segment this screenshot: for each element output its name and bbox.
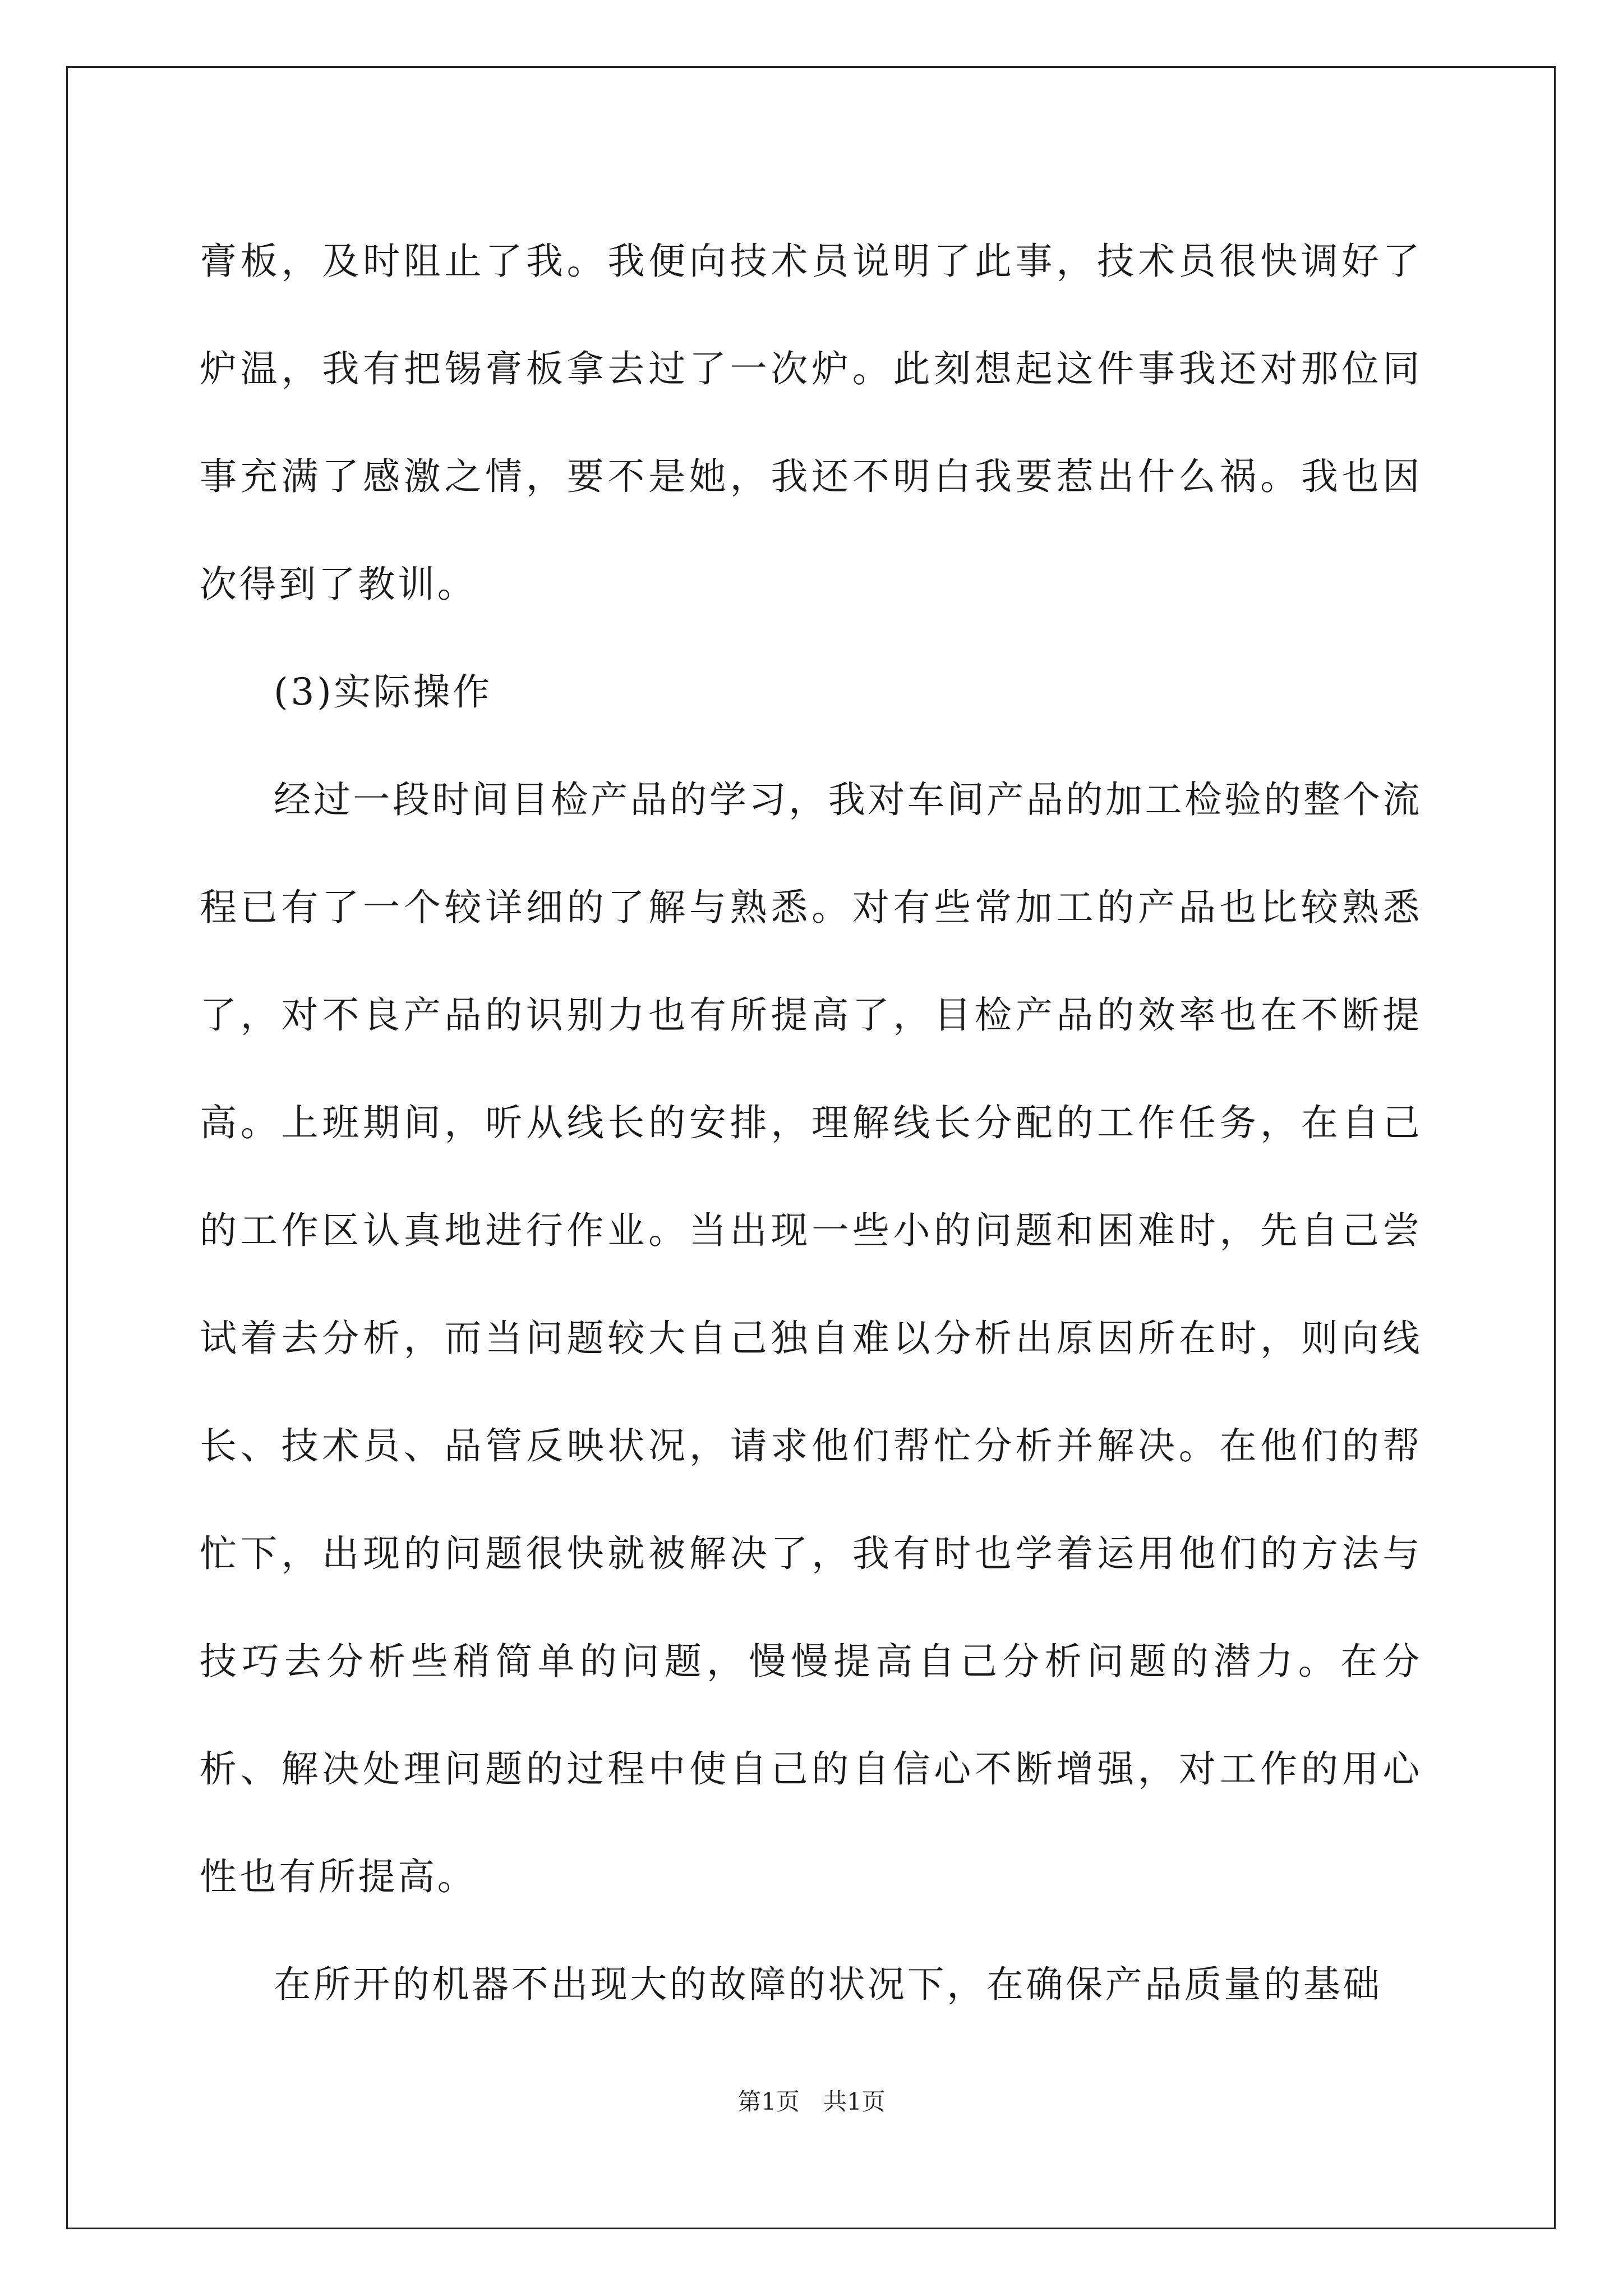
paragraph-3: 在所开的机器不出现大的故障的状况下，在确保产品质量的基础 bbox=[274, 1963, 1382, 2006]
paragraph-1: 膏板，及时阻止了我。我便向技术员说明了此事，技术员很快调好了炉温，我有把锡膏板拿去过了一次炉。此刻想起这件事我还对那位同事充满了感激之情，要不是她，我还不明白我要惹出什么祸。我也因次得到了教训。 bbox=[200, 240, 1422, 606]
document-body bbox=[200, 208, 1422, 2039]
paragraph-2: 经过一段时间目检产品的学习，我对车间产品的加工检验的整个流程已有了一个较详细的了解与熟悉。对有些常加工的产品也比较熟悉了，对不良产品的识别力也有所提高了，目检产品的效率也在不断提高。上班期间，听从线长的安排，理解线长分配的工作任务，在自己的工作区认真地进行作业。当出现一些小的问题和困难时，先自己尝试着去分析，而当问题较大自己独自难以分析出原因所在时，则向线长、技术员、品管反映状况，请求他们帮忙分析并解决。在他们的帮忙下，出现的问题很快就被解决了，我有时也学着运用他们的方法与技巧去分析些稍简单的问题，慢慢提高自己分析问题的潜力。在分析、解决处理问题的过程中使自己的自信心不断增强，对工作的用心性也有所提高。 bbox=[200, 778, 1422, 1898]
section-heading: (3)实际操作 bbox=[274, 670, 492, 714]
page-footer bbox=[0, 2083, 1623, 2117]
total-pages-label: 共1页 bbox=[823, 2088, 886, 2115]
current-page-label: 第1页 bbox=[737, 2088, 800, 2115]
